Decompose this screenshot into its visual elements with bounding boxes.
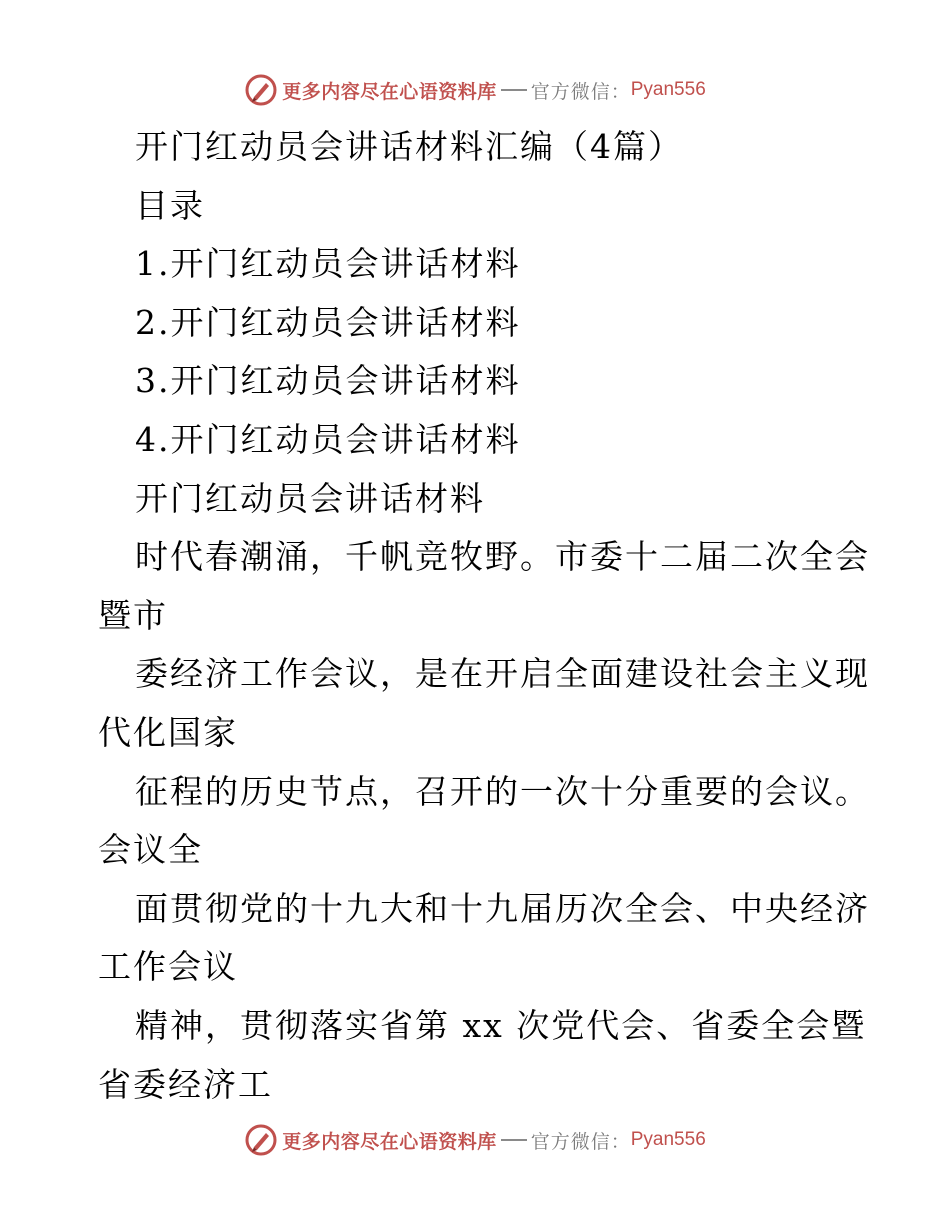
header-banner [0, 70, 950, 110]
body-line: 面贯彻党的十九大和十九届历次全会、中央经济 [135, 888, 870, 928]
body-line: 代化国家 [98, 712, 238, 752]
body-line: 时代春潮涌，千帆竞牧野。市委十二届二次全会 [135, 537, 870, 577]
body-line: 会议全 [98, 830, 203, 870]
toc-item: 1.开门红动员会讲话材料 [135, 244, 521, 284]
section-title: 开门红动员会讲话材料 [135, 478, 485, 518]
banner-dash [501, 1139, 527, 1141]
pen-logo-icon [244, 1123, 278, 1157]
banner-official-label: 官方微信： [530, 1130, 631, 1153]
document-title: 开门红动员会讲话材料汇编（4篇） [135, 127, 683, 166]
toc-item: 4.开门红动员会讲话材料 [135, 419, 521, 459]
banner-dash [501, 89, 527, 91]
pen-logo-icon [244, 73, 278, 107]
toc-heading: 目录 [135, 185, 205, 225]
footer-banner [0, 1120, 950, 1160]
banner-official-label: 官方微信： [530, 80, 631, 103]
body-line: 委经济工作会议，是在开启全面建设社会主义现 [135, 654, 870, 694]
banner-brand-text: 更多内容尽在心语资料库 [282, 80, 497, 103]
toc-item: 2.开门红动员会讲话材料 [135, 302, 521, 342]
banner-brand-text: 更多内容尽在心语资料库 [282, 1130, 497, 1153]
banner-wechat-id: Pyan556 [630, 1129, 706, 1150]
body-line: 暨市 [98, 595, 168, 635]
body-line: 工作会议 [98, 947, 238, 987]
body-line: 精神，贯彻落实省第 xx 次党代会、省委全会暨 [135, 1005, 867, 1045]
body-line: 征程的历史节点，召开的一次十分重要的会议。 [135, 771, 870, 811]
toc-item: 3.开门红动员会讲话材料 [135, 361, 521, 401]
banner-wechat-id: Pyan556 [630, 79, 706, 100]
body-line: 省委经济工 [98, 1064, 273, 1104]
document-body [98, 118, 870, 1114]
